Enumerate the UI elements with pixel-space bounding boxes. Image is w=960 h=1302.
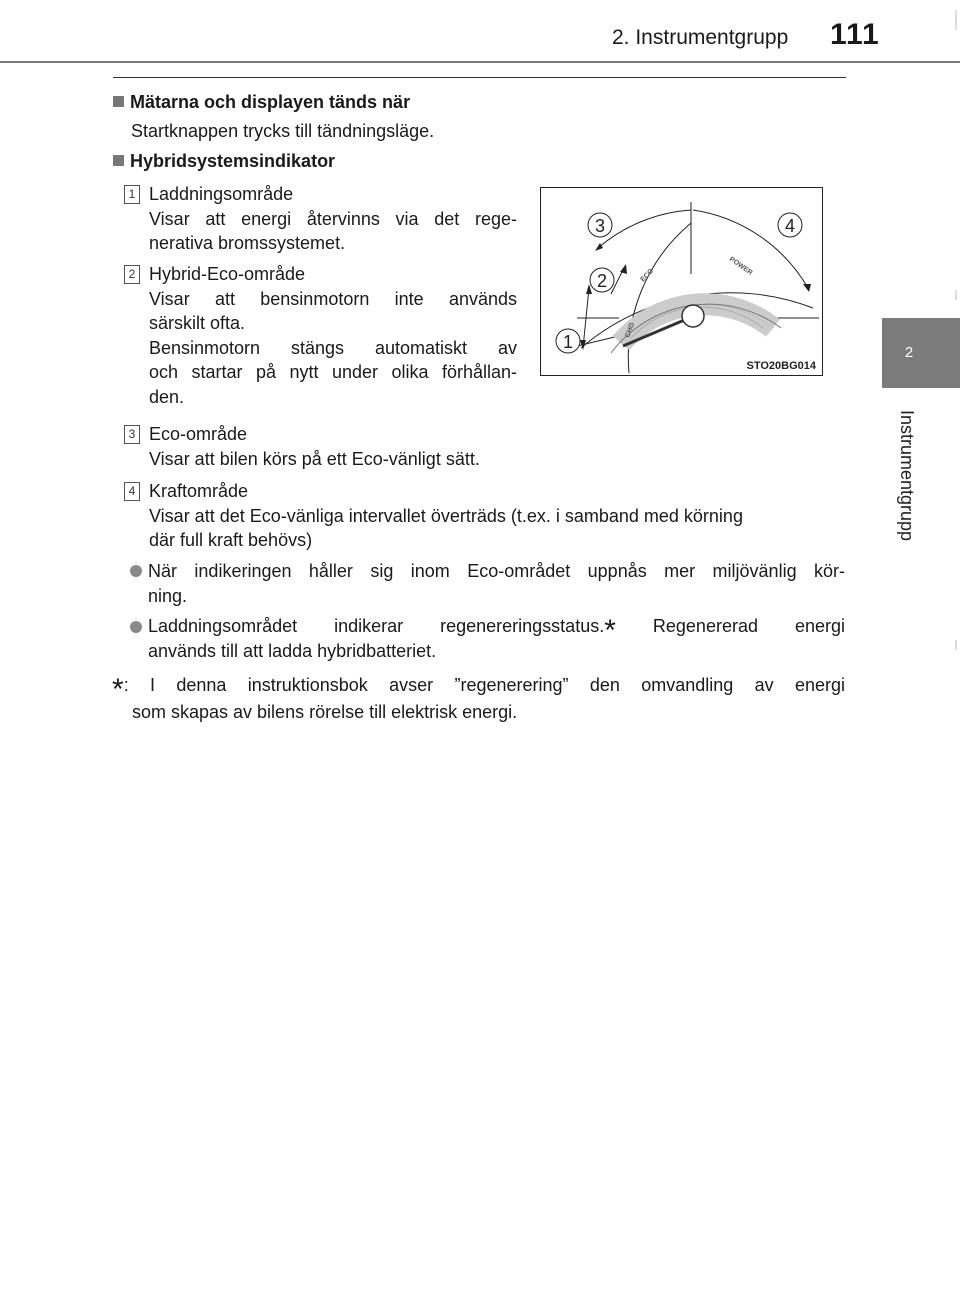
- bullet-dot-icon: [130, 621, 142, 633]
- content-top-rule: [113, 77, 846, 78]
- footnote: *: I denna instruktionsbok avser ”regenerering” den omvandling av energi som skapas av bilens rörelse till elektrisk energi.: [112, 673, 845, 722]
- item-hybrid-eco-zone: Hybrid-Eco-område Visar att bensinmotorn inte används särskilt ofta. Bensinmotorn stängs automatiskt av och startar på nytt under olika förhållan- den.: [149, 264, 517, 407]
- item-power-zone: Kraftområde Visar att det Eco-vänliga intervallet överträds (t.ex. i samband med körning där full kraft behövs): [149, 481, 743, 550]
- page-number: 111: [830, 18, 880, 51]
- square-bullet-icon: [113, 96, 124, 107]
- item-number-2: 2: [124, 265, 140, 284]
- square-bullet-icon: [113, 155, 124, 166]
- callout-4: 4: [784, 216, 796, 236]
- section-title: 2. Instrumentgrupp: [612, 26, 789, 49]
- gauge-label-power: POWER: [727, 255, 754, 277]
- item-number-3: 3: [124, 425, 140, 444]
- bullet-dot-icon: [130, 565, 142, 577]
- chapter-tab: [882, 318, 960, 388]
- callout-1: 1: [562, 332, 574, 352]
- header-rule: [0, 61, 960, 63]
- gauges-on-text: Startknappen trycks till tändningsläge.: [131, 121, 435, 141]
- gauge-label-chg: CHG: [624, 321, 637, 339]
- bullet-eco-tip: När indikeringen håller sig inom Eco-området uppnås mer miljövänlig kör- ning.: [148, 561, 845, 606]
- hybrid-gauge-illustration: [541, 188, 822, 375]
- bullet-regeneration: Laddningsområdet indikerar regenereringsstatus.* Regenererad energi används till att ladda hybridbatteriet.: [148, 614, 845, 661]
- chapter-title: Instrumentgrupp: [897, 410, 917, 542]
- item-eco-zone: Eco-område Visar att bilen körs på ett Eco-vänligt sätt.: [149, 424, 480, 469]
- hybrid-indicator-figure: [540, 187, 823, 376]
- item-charge-zone: Laddningsområde Visar att energi återvinns via det rege- nerativa bromssystemet.: [149, 184, 517, 253]
- heading-gauges-on: Mätarna och displayen tänds när: [113, 92, 410, 113]
- item-number-1: 1: [124, 185, 140, 204]
- figure-code: STO20BG014: [746, 360, 816, 372]
- callout-3: 3: [594, 216, 606, 236]
- item-number-4: 4: [124, 482, 140, 501]
- page-header: [0, 0, 960, 80]
- heading-hybrid-indicator: Hybridsystemsindikator: [113, 151, 335, 172]
- callout-2: 2: [596, 271, 608, 291]
- chapter-number: 2: [904, 344, 914, 361]
- gauge-label-eco: ECO: [639, 267, 656, 284]
